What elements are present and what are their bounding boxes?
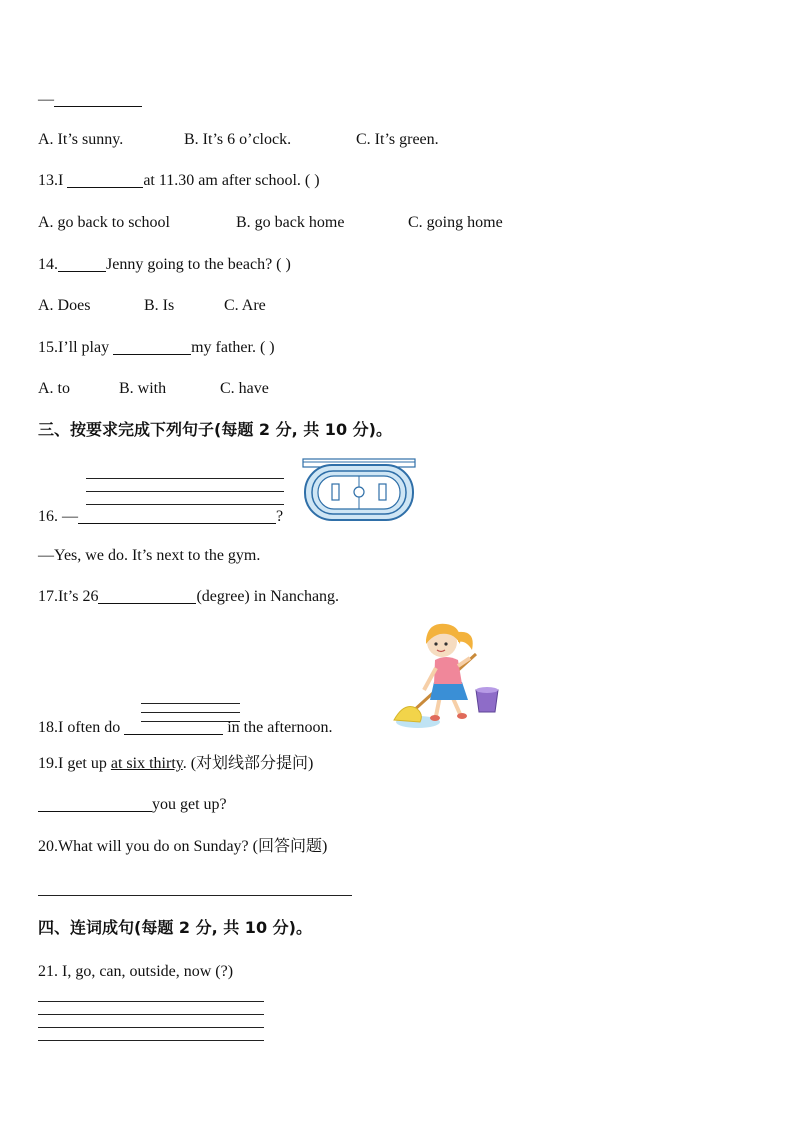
q20-answer-line[interactable] [38,895,352,896]
q14-option-c[interactable]: C. Are [224,297,266,314]
q16-blank-line-4[interactable] [78,507,276,524]
q16-suffix: ? [276,508,284,525]
q21-answer-line-4[interactable] [38,1040,264,1041]
section-4-title: 四、连词成句(每题 2 分, 共 10 分)。 [38,918,312,937]
q13-option-b[interactable]: B. go back home [236,214,345,231]
q14-question [38,255,291,275]
q18-question [38,718,333,738]
q12-answer-line [38,90,142,110]
section-3-title: 三、按要求完成下列句子(每题 2 分, 共 10 分)。 [38,420,392,439]
running-track-icon [302,458,418,522]
q17-blank[interactable] [98,587,196,604]
q13-suffix: at 11.30 am after school. ( ) [143,172,320,189]
q13-options [38,213,503,233]
q15-option-a[interactable]: A. to [38,380,70,397]
q15-options [38,379,269,399]
q18-prefix: 18.I often do [38,719,121,736]
q14-options [38,296,266,316]
q18-blank-line-1[interactable] [141,703,240,704]
q14-suffix: Jenny going to the beach? ( ) [106,256,291,273]
q18-suffix: in the afternoon. [227,719,333,736]
q14-blank[interactable] [58,255,106,272]
q14-prefix: 14. [38,256,58,273]
q17-prefix: 17.It’s 26 [38,588,99,605]
q16-question [38,507,283,527]
q13-option-c[interactable]: C. going home [408,214,503,231]
q19-answer-suffix: you get up? [152,796,227,813]
q19-underlined-phrase: at six thirty [110,755,183,772]
q16-blank-line-1[interactable] [86,478,284,479]
q21-answer-line-1[interactable] [38,1001,264,1002]
q16-prefix: 16. — [38,508,78,525]
q15-prefix: 15.I’ll play [38,339,110,356]
q18-blank-line-2[interactable] [141,712,240,713]
q14-option-b[interactable]: B. Is [144,297,175,314]
q16-answer: —Yes, we do. It’s next to the gym. [38,547,261,564]
q15-option-b[interactable]: B. with [119,380,167,397]
q16-blank-line-3[interactable] [86,504,284,505]
q12-option-c[interactable]: C. It’s green. [356,131,439,148]
q17-suffix: (degree) in Nanchang. [196,588,340,605]
q13-question [38,171,320,191]
q14-option-a[interactable]: A. Does [38,297,91,314]
q15-question [38,338,275,358]
q19-blank[interactable] [38,795,152,812]
q12-dash: — [38,91,54,108]
q21-question: 21. I, go, can, outside, now (?) [38,963,234,980]
q19-prefix: 19.I get up [38,755,107,772]
q21-answer-line-3[interactable] [38,1027,264,1028]
q15-suffix: my father. ( ) [191,339,275,356]
q12-option-b[interactable]: B. It’s 6 o’clock. [184,131,292,148]
q13-blank[interactable] [67,171,143,188]
q13-option-a[interactable]: A. go back to school [38,214,170,231]
q12-blank[interactable] [54,90,142,107]
q17-question [38,587,339,607]
q15-option-c[interactable]: C. have [220,380,269,397]
q15-blank[interactable] [113,338,191,355]
q19-question [38,754,313,774]
q12-options [38,130,439,150]
q19-answer-line [38,795,227,815]
q19-suffix: . (对划线部分提问) [182,755,314,772]
q20-question: 20.What will you do on Sunday? (回答问题) [38,838,328,855]
q16-blank-line-2[interactable] [86,491,284,492]
q21-answer-line-2[interactable] [38,1014,264,1015]
q18-blank-line-4[interactable] [124,718,223,735]
q12-option-a[interactable]: A. It’s sunny. [38,131,124,148]
q13-prefix: 13.I [38,172,64,189]
girl-mopping-floor-icon [380,616,504,732]
